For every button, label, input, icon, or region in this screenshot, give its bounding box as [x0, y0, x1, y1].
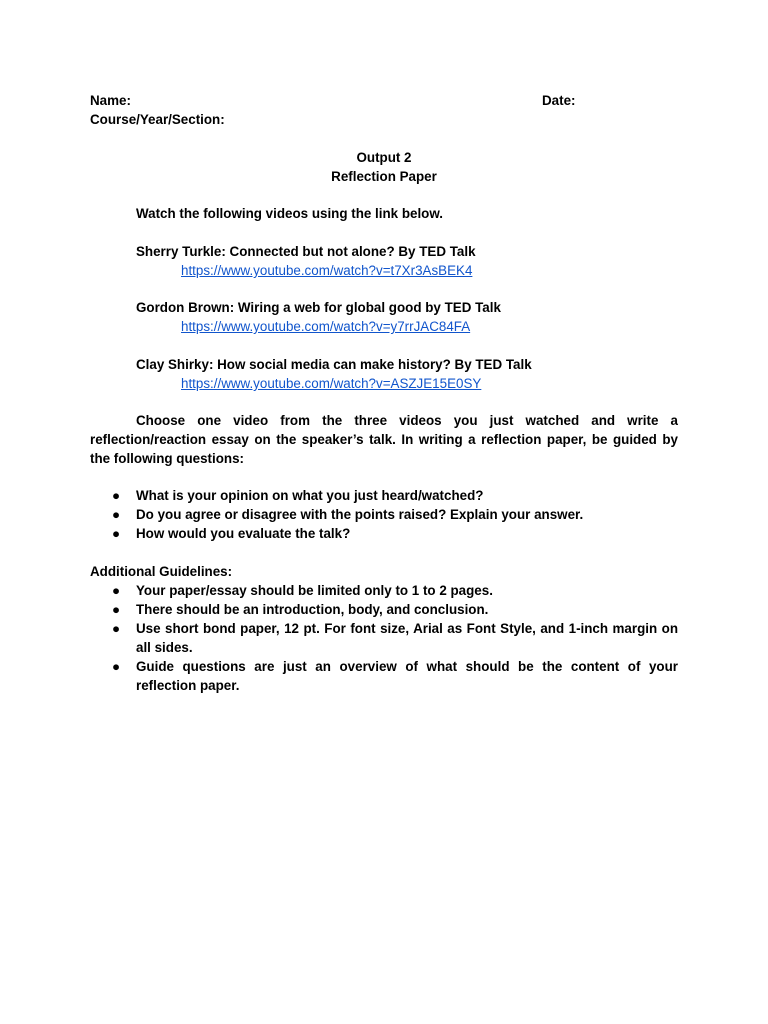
bullet-icon: ● — [112, 621, 121, 636]
list-item — [90, 619, 678, 657]
video-title: Sherry Turkle: Connected but not alone? By TED Talk — [136, 244, 476, 259]
name-label: Name: — [90, 93, 131, 108]
list-item — [90, 524, 678, 543]
guideline-text: Use short bond paper, 12 pt. For font size, Arial as Font Style, and 1-inch margin on all sides. — [136, 621, 678, 655]
guideline-text: There should be an introduction, body, and conclusion. — [136, 602, 489, 617]
video-title: Gordon Brown: Wiring a web for global good by TED Talk — [136, 300, 501, 315]
list-item — [90, 657, 678, 695]
question-text: What is your opinion on what you just heard/watched? — [136, 488, 484, 503]
guideline-text: Your paper/essay should be limited only to 1 to 2 pages. — [136, 583, 493, 598]
question-text: How would you evaluate the talk? — [136, 526, 351, 541]
document-subtitle: Reflection Paper — [331, 169, 437, 184]
video-title: Clay Shirky: How social media can make history? By TED Talk — [136, 357, 532, 372]
question-list — [90, 486, 678, 543]
date-label: Date: — [542, 93, 576, 108]
list-item — [90, 505, 678, 524]
bullet-icon: ● — [112, 488, 121, 503]
intro-text: Watch the following videos using the link below. — [136, 206, 444, 221]
list-item — [90, 486, 678, 505]
video-link[interactable]: https://www.youtube.com/watch?v=t7Xr3AsBEK4 — [181, 263, 473, 278]
instructions-paragraph: Choose one video from the three videos you just watched and write a reflection/reaction essay on the speaker’s talk. In writing a reflection paper, be guided by the following questions: — [90, 413, 678, 466]
document-title: Output 2 — [356, 150, 412, 165]
question-text: Do you agree or disagree with the points raised? Explain your answer. — [136, 507, 584, 522]
bullet-icon: ● — [112, 602, 121, 617]
bullet-icon: ● — [112, 583, 121, 598]
guidelines-heading: Additional Guidelines: — [90, 564, 233, 579]
guidelines-list — [90, 581, 678, 695]
video-link[interactable]: https://www.youtube.com/watch?v=y7rrJAC84FA — [181, 319, 471, 334]
guideline-text: Guide questions are just an overview of what should be the content of your reflection paper. — [136, 659, 678, 693]
list-item — [90, 581, 678, 600]
course-year-section-label: Course/Year/Section: — [90, 112, 225, 127]
bullet-icon: ● — [112, 526, 121, 541]
list-item — [90, 600, 678, 619]
bullet-icon: ● — [112, 507, 121, 522]
bullet-icon: ● — [112, 659, 121, 674]
video-link[interactable]: https://www.youtube.com/watch?v=ASZJE15E0SY — [181, 376, 482, 391]
